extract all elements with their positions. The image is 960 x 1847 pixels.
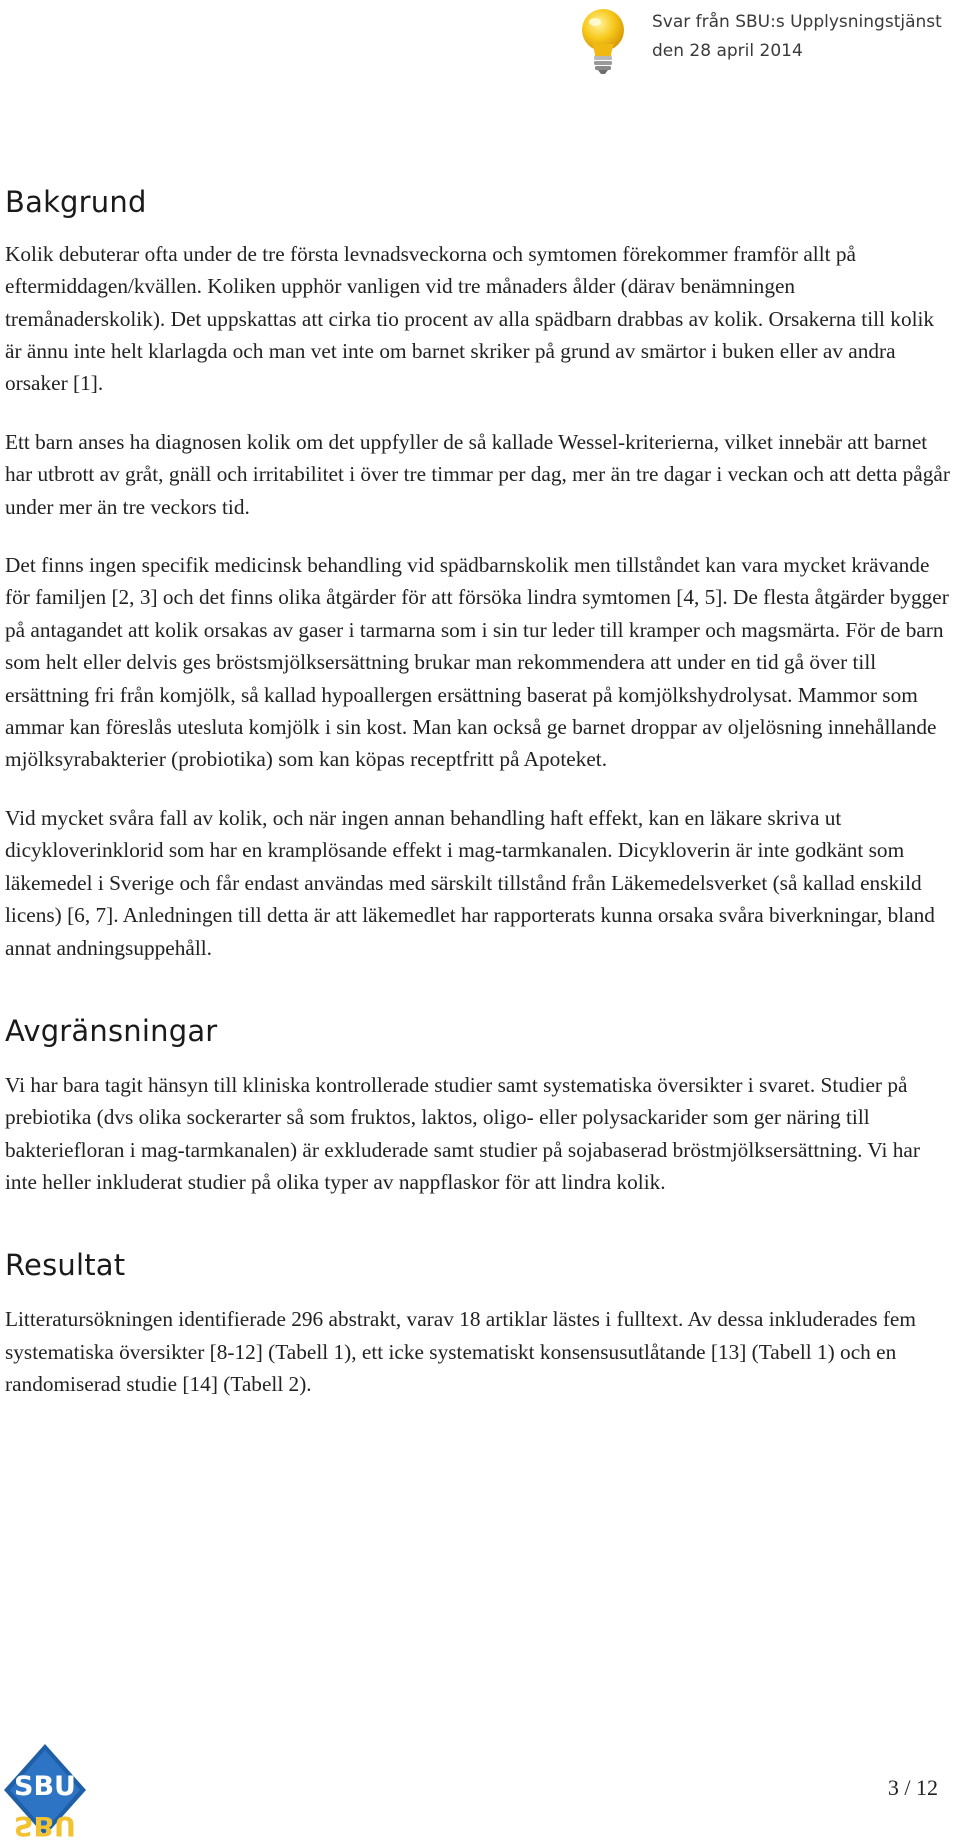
header-date: den 28 april 2014 bbox=[652, 41, 803, 61]
document-body bbox=[5, 185, 953, 1400]
header-text bbox=[652, 8, 942, 66]
header-source: Svar från SBU:s Upplysningstjänst bbox=[652, 12, 942, 32]
heading-avgransningar: Avgränsningar bbox=[5, 1013, 218, 1048]
paragraph-bakgrund-1: Kolik debuterar ofta under de tre första levnadsveckorna och symtomen förekommer framför allt på eftermiddagen/kvällen. Koliken upphör vanligen vid tre månaders ålder (därav benämningen tremånaderskolik). Det uppskattas att cirka tio procent av alla spädbarn drabbas av kolik. Orsakerna till kolik är ännu inte helt klarlagda och man vet inte om barnet skriker på grund av smärtor i buken eller av andra orsaker [1]. bbox=[5, 241, 935, 396]
paragraph-bakgrund-3: Det finns ingen specifik medicinsk behandling vid spädbarnskolik men tillståndet kan vara mycket krävande för familjen [2, 3] och det finns olika åtgärder för att försöka lindra symtomen [4, 5]. De flesta åtgärder bygger på antagandet att kolik orsakas av gaser i tarmarna som i sin tur leder till kramper och magsmärta. För de barn som helt eller delvis ges bröstsmjölksersättning brukar man rekommendera att under en tid gå över till ersättning fri från komjölk, så kallad hypoallergen ersättning baserat på komjölkshydrolysat. Mammor som ammar kan föreslås utesluta komjölk i sin kost. Man kan också ge barnet droppar av oljelösning innehållande mjölksyrabakterier (probiotika) som kan köpas receptfritt på Apoteket. bbox=[5, 553, 949, 772]
logo-text-top: SBU bbox=[14, 1771, 76, 1802]
paragraph-avgransningar-1: Vi har bara tagit hänsyn till kliniska kontrollerade studier samt systematiska översikter i svaret. Studier på prebiotika (dvs olika sockerarter så som fruktos, laktos, oligo- eller polysackarider som ger näring till bakteriefloran i mag-tarmkanalen) är exkluderade samt studier på sojabaserad bröstmjölksersättning. Vi har inte heller inkluderat studier på olika typer av nappflaskor för att lindra kolik. bbox=[5, 1072, 920, 1194]
sbu-logo bbox=[0, 1740, 90, 1847]
paragraph-bakgrund-2: Ett barn anses ha diagnosen kolik om det uppfyller de så kallade Wessel-kriterierna, vilket innebär att barnet har utbrott av gråt, gnäll och irritabilitet i över tre timmar per dag, mer än tre dagar i veckan och att detta pågår under mer än tre veckors tid. bbox=[5, 429, 950, 519]
page-header bbox=[575, 0, 960, 70]
heading-resultat: Resultat bbox=[5, 1248, 126, 1283]
heading-bakgrund: Bakgrund bbox=[5, 185, 147, 219]
paragraph-resultat-1: Litteratursökningen identifierade 296 abstrakt, varav 18 artiklar lästes i fulltext. Av dessa inkluderades fem systematiska översikter [8-12] (Tabell 1), ett icke systematiskt konsensusutlåtande [13] (Tabell 1) och en randomiserad studie [14] (Tabell 2). bbox=[5, 1307, 916, 1396]
lightbulb-icon bbox=[575, 6, 631, 76]
logo-text-bottom: SBU bbox=[14, 1810, 76, 1841]
page-number: 3 / 12 bbox=[887, 1775, 938, 1800]
paragraph-bakgrund-4: Vid mycket svåra fall av kolik, och när ingen annan behandling haft effekt, kan en läkare skriva ut dicykloverinklorid som har en kramplösande effekt i mag-tarmkanalen. Dicykloverin är inte godkänt som läkemedel i Sverige och får endast användas med särskilt tillstånd från Läkemedelsverket (så kallad enskild licens) [6, 7]. Anledningen till detta är att läkemedlet har rapporterats kunna orsaka svåra biverkningar, bland annat andningsuppehåll. bbox=[5, 805, 935, 960]
